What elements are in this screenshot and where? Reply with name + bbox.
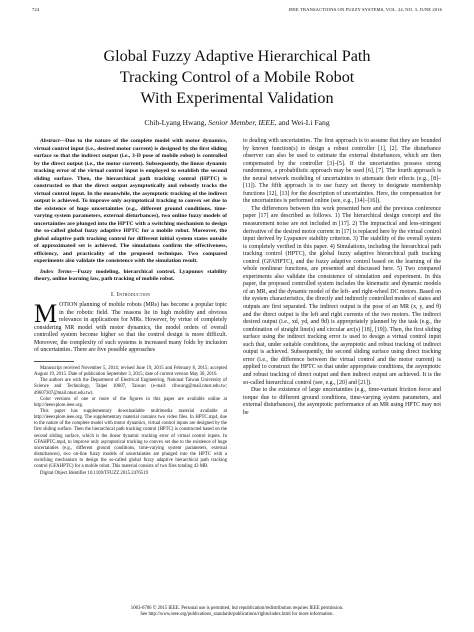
- footnote: Color versions of one or more of the figures in this paper are available online at http://ieeexplore.ieee.org.: [34, 396, 227, 408]
- drop-cap: M: [34, 299, 58, 329]
- journal-name: IEEE TRANSACTIONS ON FUZZY SYSTEMS, VOL. 24, NO. 3, JUNE 2016: [288, 7, 442, 12]
- intro-paragraph: [34, 299, 227, 355]
- footnote: This paper has supplementary downloadable multimedia material available at http://ieeexplore.ieee.org. The supplementary material contains two video files. In HPTC.mp4, due to the nature of the complete model with motor dynamics, virtual control inputs are designed by the first sliding surface. Then the hierarchical path tracking control (HPTC) is constructed based on the second sliding surface, which is the linear dynamic tracking error of virtual control inputs. In GFAHPTC.mp4, to improve only asymptotical tracking to convex set due to the existence of huge uncertainties (e.g., different ground conditions, time-varying system parameters, external disturbances), two on-line fuzzy models of uncertainties are plunged into the HPTC with a switching mechanism to design the so-called global fuzzy adaptive hierarchical path tracking control (GFAHPTC) for a mobile robot. This material consists of two files totaling 43 MB.: [34, 408, 227, 470]
- body-paragraph: to dealing with uncertainties. The first approach is to assume that they are bounded by known function(s) to design a robust controller [1], [2]. The disturbance observer can also be used to estimate the external disturbances, which are then compensated by the controller [3]–[5]. If the uncertainties possess strong randomness, a probabilistic approach may be used [6], [7]. The fourth approach is the neural network modeling of uncertainties to attenuate their effects (e.g., [8]–[11]). The fifth approach is to use fuzzy set theory to designate membership functions [12], [13] for the description of uncertainties. Here, the compensation for the uncertainties is performed online (see, e.g., [14]–[16]).: [243, 138, 441, 205]
- right-column: [243, 138, 441, 417]
- abstract-text: Due to the nature of the complete model with motor dynamics, virtual control input (i.e., desired motor current) is designed by the first sliding surface so that the indirect output (i.e., 3-D pose of mobile robot) is controlled by the direct output (i.e., the motor current). Subsequently, the linear dynamic tracking error of the virtual control input is employed to establish the second sliding surface. Then, the hierarchical path tracking control (HPTC) is constructed so that the direct output asymptotically and robustly tracks the virtual control input. In the meanwhile, the asymptotic tracking of the indirect output is achieved. To improve only asymptotical tracking to convex set due to the existence of huge uncertainties (e.g., different ground conditions, time-varying system parameters, external disturbances), two online fuzzy models of uncertainties are plunged into the HPTC with a switching mechanism to design the so-called global fuzzy adaptive HPTC for a mobile robot. Moreover, the global adaptive path tracking control for different initial system states outside of approximated set is achieved. The simulations confirm the effectiveness, efficiency, and practicality of the proposed technique. Two compared experiments also validate the consistence with the simulation result.: [34, 138, 227, 264]
- page-number: 724: [32, 7, 40, 12]
- abstract-lead: Abstract—: [40, 138, 66, 144]
- footnote-rule: [34, 361, 74, 362]
- title-line: With Experimental Validation: [140, 89, 334, 107]
- title-line: Global Fuzzy Adaptive Hierarchical Path: [103, 47, 371, 65]
- body-paragraph: The differences between this work presented here and the previous conference paper [17] are described as follows. 1) The hierarchical design concept and the measurement noise are not included in [17]. 2) The impractical and less-stringent derivative of the desired motor current in [17] is replaced here by the virtual control input derived by Lyapunov stability criterion. 3) The stability of the overall system is completely verified in this paper. 4) Simulations, including the hierarchical path tracking control (HPTC), the global fuzzy adaptive hierarchical path tracking control (GFAHPTC), and the fuzzy adaptive control based on the learning of the whole nonlinear functions, are presented and discussed here. 5) Two compared experiments also validate the consistence of simulation and experiment. In this paper, the proposed controlled system includes the kinematic and dynamic models of an MR, and the dynamic model of the left- and right-wheel DC motors. Based on the system characteristics, the directly and indirectly controlled modes of states and outputs are first separated. The indirect output is the pose of an MR (x, y, and θ) and the direct output is the left and right currents of the two motors. The indirect desired output (i.e., xd, yd, and θd) is appropriately planned by the task (e.g., the combination of straight line(s) and circular arc(s) [18], [19]). Then, the first sliding surface using the indirect tracking error is used to design a virtual control input such that, under suitable conditions, the asymptotic and robust tracking of indirect output is achieved. Subsequently, the second sliding surface using direct tracking error (i.e., the difference between the virtual control and the motor current) is applied to construct the HPTC so that under appropriate conditions, the asymptotic and robust tracking of direct output and then indirect output are achieved. It is the so-called hierarchical control (see, e.g., [20] and [21]).: [243, 205, 441, 386]
- copyright-footer: [0, 606, 474, 618]
- author-second: and Wei-Li Fang: [278, 118, 330, 127]
- body-paragraph: Due to the existence of large uncertainties (e.g., time-variant friction force and torque due to different ground conditions, time-varying system parameters, and external disturbances), the asymptotic performance of an MR using HPTC may not be: [243, 387, 441, 416]
- author-first-role: Senior Member, IEEE,: [208, 118, 277, 127]
- paper-title: [0, 46, 474, 109]
- footer-line: 1063-6706 © 2015 IEEE. Personal use is permitted, but republication/redistribution requires IEEE permission.: [130, 606, 344, 611]
- intro-text: OTION planning of mobile robots (MRs) has become a popular topic in the robotic field. The reasons lie in high mobility and obvious relevance in applications for MRs. However, by virtue of completely considering MR model with motor dynamics, the model orders of overall controlled system become higher so that the control design is more difficult. Moreover, the complexity of such systems is increased many folds by inclusion of uncertainties. There are five possible approaches: [34, 302, 227, 354]
- abstract: [34, 138, 227, 266]
- author-first: Chih-Lyang Hwang,: [144, 118, 207, 127]
- left-column: [34, 138, 227, 477]
- index-terms: [34, 269, 227, 284]
- footnote: Manuscript received November 5, 2014; revised June 19, 2015 and February 8, 2015; accepted August 19, 2015. Date of publication September 3, 2015; date of current version May 30, 2016.: [34, 365, 227, 378]
- author-line: [0, 118, 474, 127]
- index-terms-text: Fuzzy modeling, hierarchical control, Lyapunov stability theory, online learning law, path tracking of mobile robot.: [34, 268, 227, 282]
- footnote: The authors are with the Department of Electrical Engineering, National Taiwan University of Science and Technology, Taipei 10607, Taiwan (e-mail: clhwang@mail.ntust.edu.tw; d9607307@mail.ntust.edu.tw).: [34, 378, 227, 396]
- footer-line: See http://www.ieee.org/publications_standards/publications/rights/index.html for more information.: [140, 612, 334, 618]
- footnote: Digital Object Identifier 10.1109/TFUZZ.2015.2476519: [40, 470, 148, 476]
- title-line: Tracking Control of a Mobile Robot: [119, 68, 355, 86]
- index-terms-lead: Index Terms—: [40, 268, 78, 275]
- section-heading: I. Introduction: [110, 290, 151, 298]
